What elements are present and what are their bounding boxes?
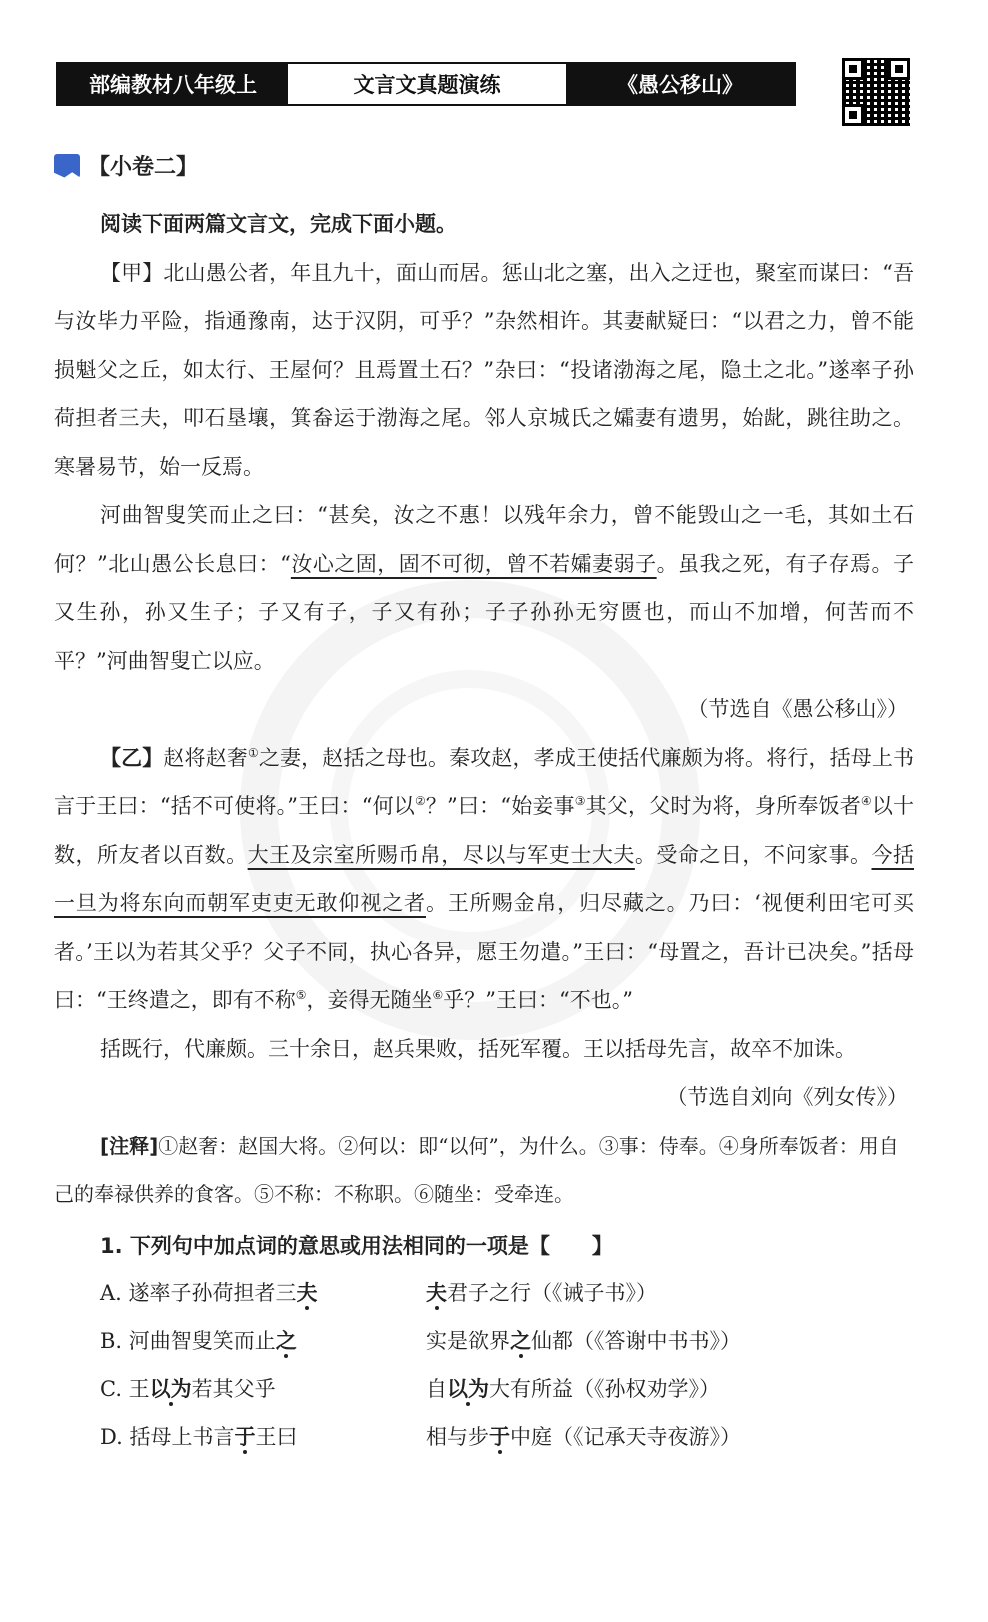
text-span: 若其父乎 bbox=[191, 1376, 276, 1401]
option-sentence-2 bbox=[426, 1269, 657, 1317]
qr-code bbox=[842, 58, 910, 126]
text-span: 。虽我之死，有子存焉。子又生孙，孙又生子；子又有子，子又有孙；子子孙孙无穷匮也，而山不加增，何苦而不平？”河曲智叟亡以应。 bbox=[54, 551, 914, 673]
footnote-marker: ② bbox=[414, 794, 426, 808]
annotations-label: [注释] bbox=[100, 1133, 159, 1158]
dotted-word: 于 bbox=[234, 1423, 256, 1449]
underlined-sentence: 大王及宗室所赐币帛，尽以与军吏士大夫 bbox=[247, 842, 635, 867]
document-body bbox=[54, 200, 914, 1461]
header-lesson: 《愚公移山》 bbox=[566, 64, 794, 104]
passage-label: 【乙】 bbox=[100, 745, 164, 770]
text-span: C. 王 bbox=[100, 1376, 150, 1401]
question-1-title: 1. 下列句中加点词的意思或用法相同的一项是【 】 bbox=[100, 1233, 613, 1258]
qr-finder bbox=[888, 58, 910, 80]
text-span: 相与步 bbox=[426, 1424, 489, 1449]
section-heading bbox=[54, 150, 198, 181]
dotted-word: 以为 bbox=[447, 1375, 489, 1401]
text-span: 王曰 bbox=[255, 1424, 298, 1449]
text-span: 自 bbox=[426, 1376, 447, 1401]
footnote-marker: ① bbox=[247, 745, 259, 760]
option-sentence-1 bbox=[100, 1413, 426, 1461]
text-span: B. 河曲智叟笑而止 bbox=[100, 1328, 276, 1353]
passage-b-source: （节选自刘向《列女传》） bbox=[666, 1085, 908, 1109]
dotted-word: 夫 bbox=[426, 1279, 447, 1305]
text-span: ，妾得无随坐 bbox=[306, 988, 433, 1012]
qr-finder bbox=[842, 104, 864, 126]
passage-a-paragraph-2 bbox=[54, 491, 914, 685]
text-span: 。受命之日，不问家事。 bbox=[634, 842, 872, 867]
instruction: 阅读下面两篇文言文，完成下面小题。 bbox=[100, 212, 457, 236]
footnote-marker: ⑥ bbox=[432, 988, 444, 1002]
text-span: 大有所益（《孙权劝学》） bbox=[489, 1376, 720, 1401]
option-sentence-1 bbox=[100, 1269, 426, 1317]
dotted-word: 之 bbox=[510, 1327, 531, 1353]
option-sentence-1 bbox=[100, 1365, 426, 1413]
option-sentence-2 bbox=[426, 1413, 741, 1461]
option-sentence-2 bbox=[426, 1317, 741, 1365]
text-span: 之妻，赵括之母也。秦攻赵，孝成王使括代廉颇为将。将行，括母上书言于王曰：“括不可使将。”王曰：“何以 bbox=[54, 745, 915, 818]
text-span: 以十数，所友者以百数。 bbox=[54, 794, 914, 867]
annotations-text: ①赵奢：赵国大将。②何以：即“以何”，为什么。③事：侍奉。④身所奉饭者：用自己的奉禄供养的食客。⑤不称：不称职。⑥随坐：受牵连。 bbox=[54, 1133, 899, 1206]
text-span: 君子之行（《诫子书》） bbox=[447, 1280, 657, 1305]
dotted-word: 之 bbox=[275, 1327, 297, 1353]
underlined-sentence: 今括一旦为将东向而朝军吏吏无敢仰视之者 bbox=[54, 842, 915, 915]
text-span: 中庭（《记承天寺夜游》） bbox=[510, 1424, 741, 1449]
text-span: 仙都（《答谢中书书》） bbox=[531, 1328, 741, 1353]
header-grade: 部编教材八年级上 bbox=[58, 64, 288, 104]
underlined-sentence: 汝心之固，固不可彻，曾不若孀妻弱子 bbox=[290, 551, 657, 576]
dotted-word: 夫 bbox=[296, 1279, 318, 1305]
text-span: 赵将赵奢 bbox=[163, 745, 248, 770]
dotted-word: 以为 bbox=[149, 1375, 192, 1401]
passage-b-paragraph-1 bbox=[54, 734, 914, 1025]
text-span: 乎？”王曰：“不也。” bbox=[443, 988, 633, 1012]
text-span: ？”曰：“始妾事 bbox=[425, 794, 575, 818]
passage-b-paragraph-2: 括既行，代廉颇。三十余日，赵兵果败，括死军覆。王以括母先言，故卒不加诛。 bbox=[100, 1036, 856, 1061]
option-sentence-1 bbox=[100, 1317, 426, 1365]
header-bar bbox=[56, 62, 796, 106]
passage-a-paragraph-1: 【甲】北山愚公者，年且九十，面山而居。惩山北之塞，出入之迂也，聚室而谋曰：“吾与汝毕力平险，指通豫南，达于汉阴，可乎？”杂然相许。其妻献疑曰：“以君之力，曾不能损魁父之丘，如太行、王屋何？且焉置土石？”杂曰：“投诸渤海之尾，隐土之北。”遂率子孙荷担者三夫，叩石垦壤，箕畚运于渤海之尾。邻人京城氏之孀妻有遗男，始龀，跳往助之。寒暑易节，始一反焉。 bbox=[54, 260, 914, 479]
footnote-marker: ⑤ bbox=[295, 988, 307, 1002]
dotted-word: 于 bbox=[489, 1423, 510, 1449]
annotations bbox=[54, 1122, 914, 1219]
footnote-marker: ④ bbox=[860, 794, 872, 808]
bookmark-icon bbox=[54, 154, 80, 178]
passage-a-source: （节选自《愚公移山》） bbox=[687, 697, 908, 721]
text-span: D. 括母上书言 bbox=[100, 1424, 235, 1449]
text-span: 实是欲界 bbox=[426, 1328, 510, 1353]
question-1-option-b[interactable] bbox=[100, 1317, 914, 1365]
text-span: A. 遂率子孙荷担者三 bbox=[100, 1280, 297, 1305]
question-1-option-c[interactable] bbox=[100, 1365, 914, 1413]
header-topic: 文言文真题演练 bbox=[288, 64, 566, 104]
text-span: 。王所赐金帛，归尽藏之。乃曰：‘视便利田宅可买者。’王以为若其父乎？父子不同，执心各异，愿王勿遣。”王曰：“母置之，吾计已决矣。”括母曰：“王终遣之，即有不称 bbox=[54, 891, 914, 1012]
text-span: 河曲智叟笑而止之曰：“甚矣，汝之不惠！以残年余力，曾不能毁山之一毛，其如土石何？”北山愚公长息曰：“ bbox=[54, 503, 914, 576]
qr-finder bbox=[842, 58, 864, 80]
question-1-option-a[interactable] bbox=[100, 1269, 914, 1317]
section-title: 【小卷二】 bbox=[88, 155, 199, 180]
text-span: 其父，父时为将，身所奉饭者 bbox=[585, 794, 861, 818]
question-1-option-d[interactable] bbox=[100, 1413, 914, 1461]
option-sentence-2 bbox=[426, 1365, 720, 1413]
footnote-marker: ③ bbox=[574, 794, 586, 808]
